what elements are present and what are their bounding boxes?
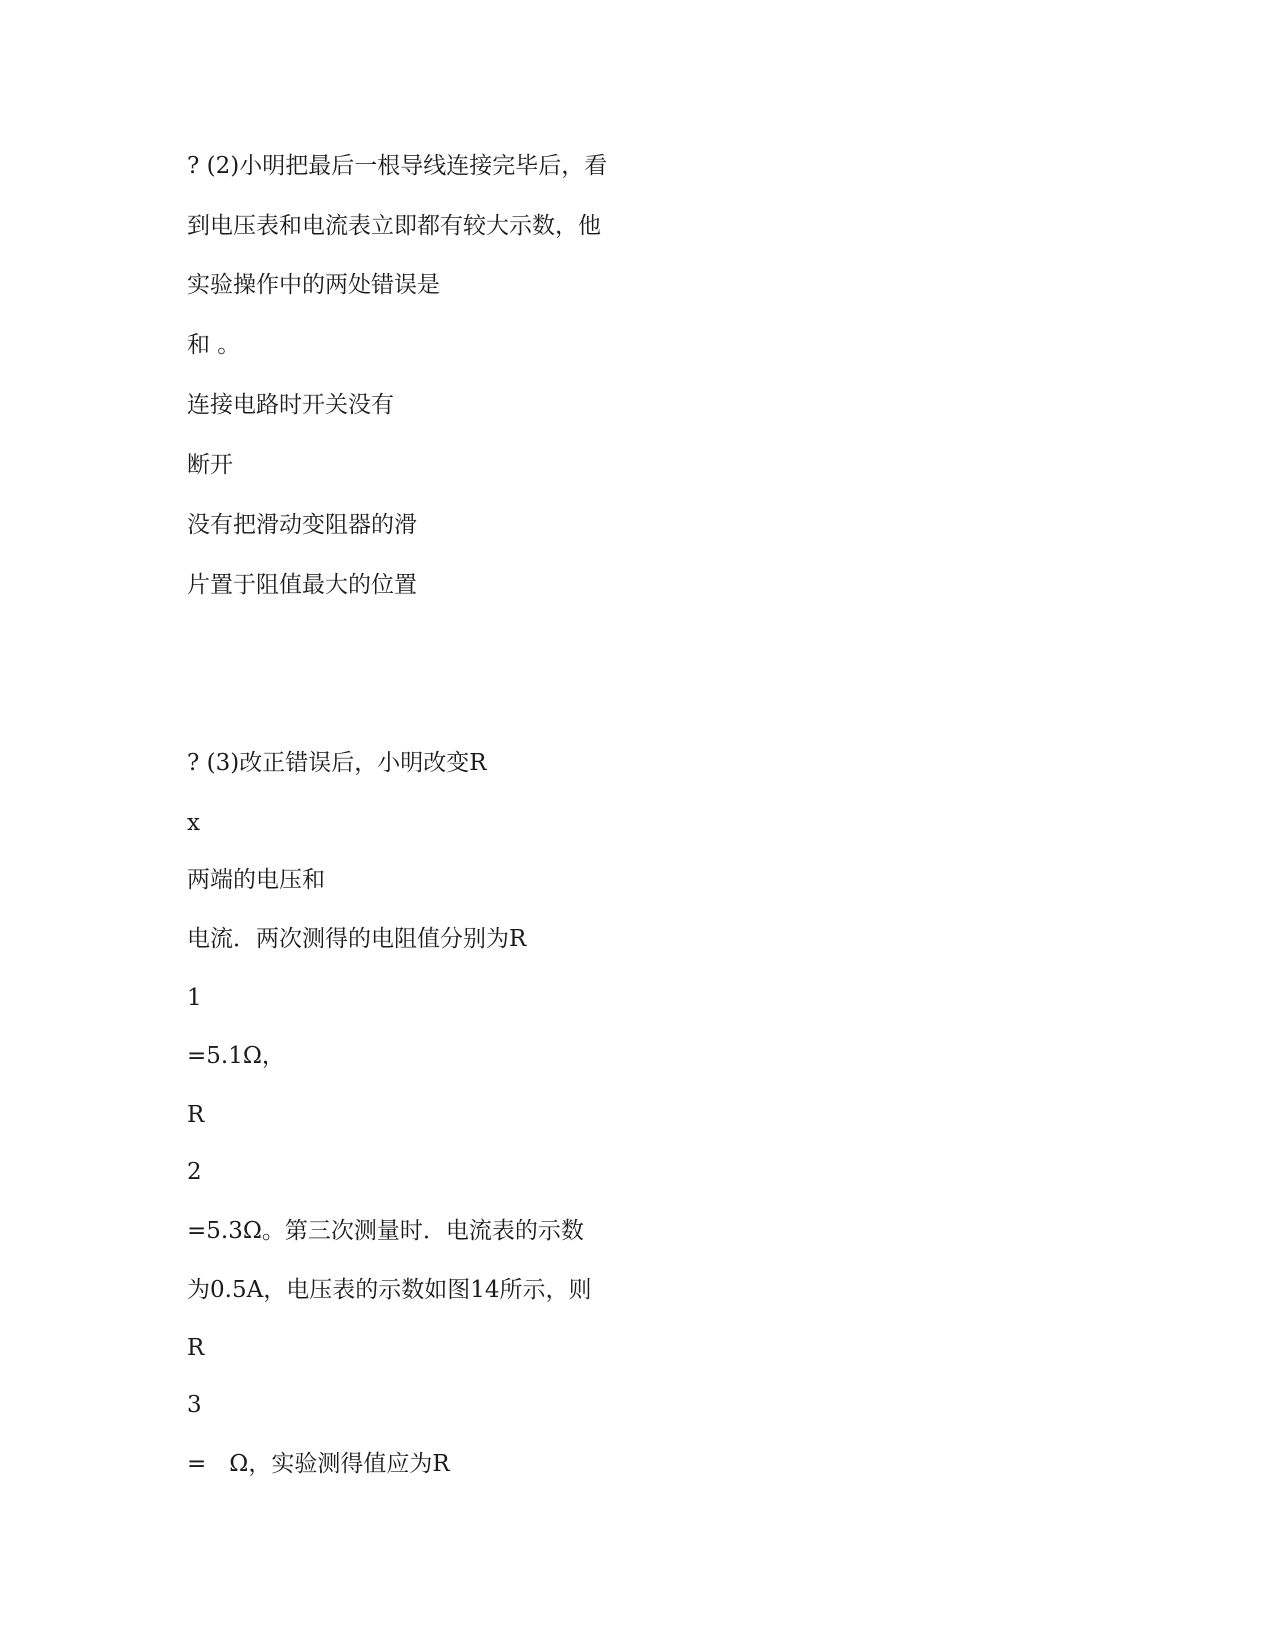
text-line: 断开 bbox=[187, 452, 233, 478]
text-line: 片置于阻值最大的位置 bbox=[187, 572, 417, 598]
text-line: = Ω，实验测得值应为R bbox=[187, 1451, 450, 1477]
text-line: ? (2)小明把最后一根导线连接完毕后，看 bbox=[187, 153, 608, 179]
text-line: =5.1Ω， bbox=[187, 1043, 285, 1069]
text-line: 为0.5A，电压表的示数如图14所示，则 bbox=[187, 1277, 592, 1303]
text-line: R bbox=[187, 1102, 205, 1128]
text-line: 和 。 bbox=[187, 332, 241, 358]
text-line: 3 bbox=[187, 1392, 202, 1418]
text-line: 2 bbox=[187, 1159, 202, 1185]
text-line: ? (3)改正错误后，小明改变R bbox=[187, 750, 487, 776]
text-line: 两端的电压和 bbox=[187, 867, 325, 893]
text-line: 1 bbox=[187, 985, 202, 1011]
text-line: 电流．两次测得的电阻值分别为R bbox=[187, 926, 527, 952]
text-line: 连接电路时开关没有 bbox=[187, 392, 394, 418]
text-line: 没有把滑动变阻器的滑 bbox=[187, 512, 417, 538]
text-line: 实验操作中的两处错误是 bbox=[187, 272, 440, 298]
text-line: R bbox=[187, 1335, 205, 1361]
text-line: =5.3Ω。第三次测量时．电流表的示数 bbox=[187, 1218, 584, 1244]
text-line: x bbox=[187, 810, 200, 836]
text-line: 到电压表和电流表立即都有较大示数，他 bbox=[187, 213, 601, 239]
